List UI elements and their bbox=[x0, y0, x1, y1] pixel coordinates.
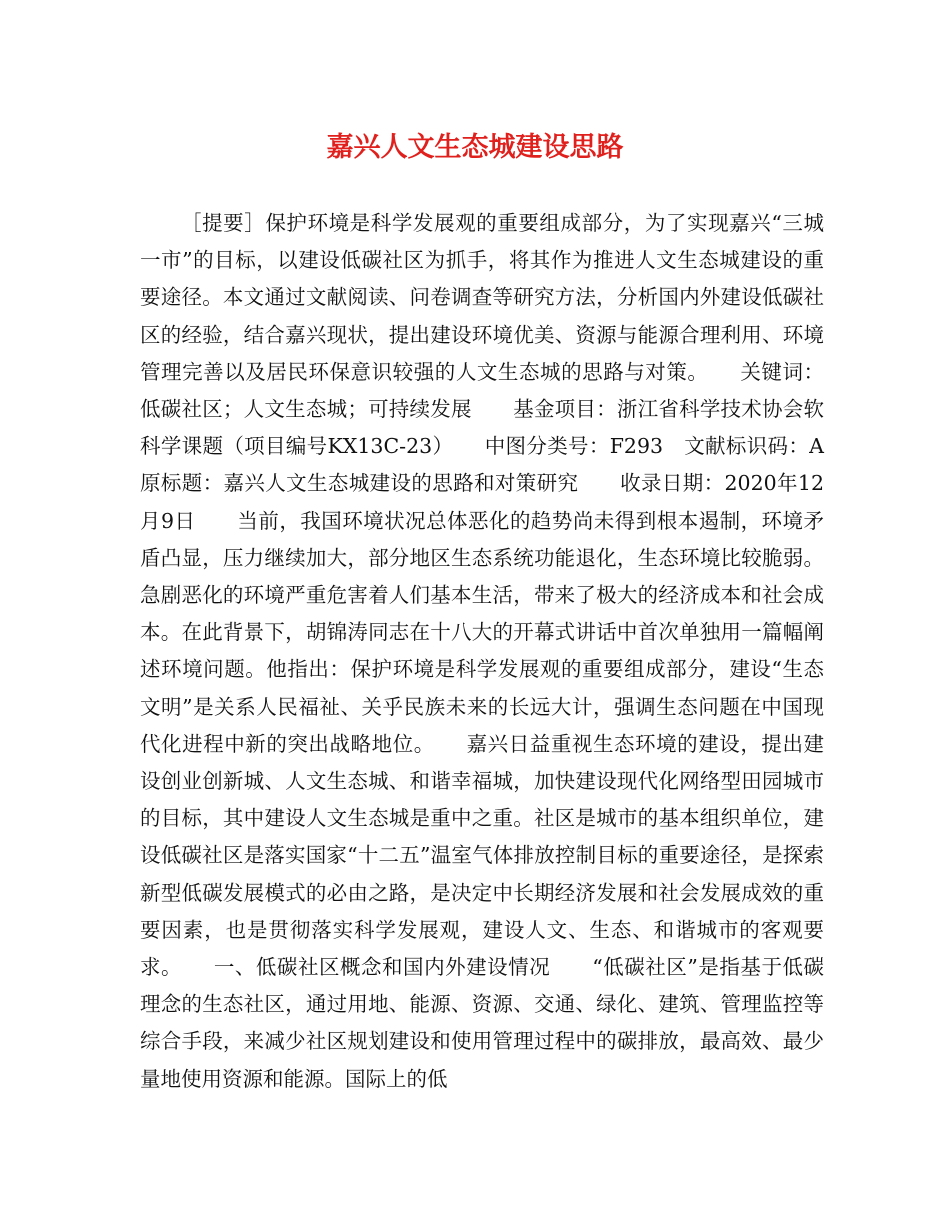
document-title: 嘉兴人文生态城建设思路 bbox=[326, 132, 624, 163]
document-body-paragraph: ［提要］保护环境是科学发展观的重要组成部分，为了实现嘉兴“三城一市”的目标，以建设低碳社区为抓手，将其作为推进人文生态城建设的重要途径。本文通过文献阅读、问卷调查等研究方法，分析国内外建设低碳社区的经验，结合嘉兴现状，提出建设环境优美、资源与能源合理利用、环境管理完善以及居民环保意识较强的人文生态城的思路与对策。 关键词：低碳社区；人文生态城；可持续发展 基金项目：浙江省科学技术协会软科学课题（项目编号KX13C-23） 中图分类号：F293 文献标识码：A 原标题：嘉兴人文生态城建设的思路和对策研究 收录日期：2020年12月9日 当前，我国环境状况总体恶化的趋势尚未得到根本遏制，环境矛盾凸显，压力继续加大，部分地区生态系统功能退化，生态环境比较脆弱。急剧恶化的环境严重危害着人们基本生活，带来了极大的经济成本和社会成本。在此背景下，胡锦涛同志在十八大的开幕式讲话中首次单独用一篇幅阐述环境问题。他指出：保护环境是科学发展观的重要组成部分，建设“生态文明”是关系人民福祉、关乎民族未来的长远大计，强调生态问题在中国现代化进程中新的突出战略地位。 嘉兴日益重视生态环境的建设，提出建设创业创新城、人文生态城、和谐幸福城，加快建设现代化网络型田园城市的目标，其中建设人文生态城是重中之重。社区是城市的基本组织单位，建设低碳社区是落实国家“十二五”温室气体排放控制目标的重要途径，是探索新型低碳发展模式的必由之路，是决定中长期经济发展和社会发展成效的重要因素，也是贯彻落实科学发展观，建设人文、生态、和谐城市的客观要求。 一、低碳社区概念和国内外建设情况 “低碳社区”是指基于低碳理念的生态社区，通过用地、能源、资源、交通、绿化、建筑、管理监控等综合手段，来减少社区规划建设和使用管理过程中的碳排放，最高效、最少量地使用资源和能源。国际上的低 bbox=[140, 211, 865, 1091]
